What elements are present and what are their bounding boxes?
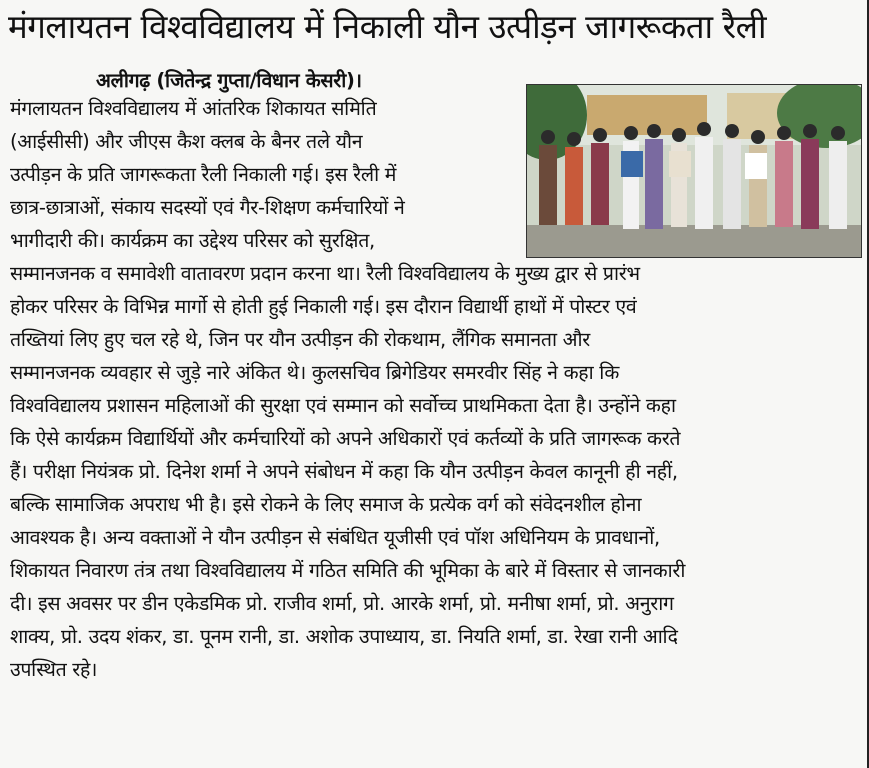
body-line: उत्पीड़न के प्रति जागरूकता रैली निकाली गई। इस रैली में: [10, 163, 397, 186]
body-line: बल्कि सामाजिक अपराध भी है। इसे रोकने के लिए समाज के प्रत्येक वर्ग को संवेदनशील होना: [10, 493, 642, 516]
body-line: उपस्थित रहे।: [10, 658, 98, 681]
body-line: होकर परिसर के विभिन्न मार्गो से होती हुई निकाली गई। इस दौरान विद्यार्थी हाथों में पोस्टर एवं: [10, 295, 637, 318]
body-line: मंगलायतन विश्वविद्यालय में आंतरिक शिकायत समिति: [10, 97, 377, 120]
headline: मंगलायतन विश्वविद्यालय में निकाली यौन उत्पीड़न जागरूकता रैली: [8, 7, 766, 46]
body-line: विश्वविद्यालय प्रशासन महिलाओं की सुरक्षा एवं सम्मान को सर्वोच्च प्राथमिकता देता है। उन्होंने कहा: [10, 394, 676, 417]
body-line: भागीदारी की। कार्यक्रम का उद्देश्य परिसर को सुरक्षित,: [10, 229, 375, 252]
dateline: अलीगढ़ (जितेन्द्र गुप्ता/विधान केसरी)।: [96, 69, 362, 92]
body-line: कि ऐसे कार्यक्रम विद्यार्थियों और कर्मचारियों को अपने अधिकारों एवं कर्तव्यों के प्रति जागरूक करते: [10, 427, 681, 450]
body-line: हैं। परीक्षा नियंत्रक प्रो. दिनेश शर्मा ने अपने संबोधन में कहा कि यौन उत्पीड़न केवल कानूनी ही नहीं,: [10, 460, 678, 483]
body-line: दी। इस अवसर पर डीन एकेडमिक प्रो. राजीव शर्मा, प्रो. आरके शर्मा, प्रो. मनीषा शर्मा, प्रो. अनुराग: [10, 592, 674, 615]
body-line: शाक्य, प्रो. उदय शंकर, डा. पूनम रानी, डा. अशोक उपाध्याय, डा. नियति शर्मा, डा. रेखा रानी आदि: [10, 625, 678, 648]
body-line: (आईसीसी) और जीएस कैश क्लब के बैनर तले यौन: [10, 130, 363, 153]
rally-photo: [526, 84, 862, 258]
body-line: शिकायत निवारण तंत्र तथा विश्वविद्यालय में गठित समिति की भूमिका के बारे में विस्तार से जानकारी: [10, 559, 686, 582]
body-line: सम्मानजनक व्यवहार से जुड़े नारे अंकित थे। कुलसचिव ब्रिगेडियर समरवीर सिंह ने कहा कि: [10, 361, 620, 384]
body-line: छात्र-छात्राओं, संकाय सदस्यों एवं गैर-शिक्षण कर्मचारियों ने: [10, 196, 405, 219]
body-line: सम्मानजनक व समावेशी वातावरण प्रदान करना था। रैली विश्वविद्यालय के मुख्य द्वार से प्रारंभ: [10, 262, 640, 285]
body-line: तख्तियां लिए हुए चल रहे थे, जिन पर यौन उत्पीड़न की रोकथाम, लैंगिक समानता और: [10, 328, 590, 351]
body-line: आवश्यक है। अन्य वक्ताओं ने यौन उत्पीड़न से संबंधित यूजीसी एवं पॉश अधिनियम के प्रावधानों,: [10, 526, 660, 549]
